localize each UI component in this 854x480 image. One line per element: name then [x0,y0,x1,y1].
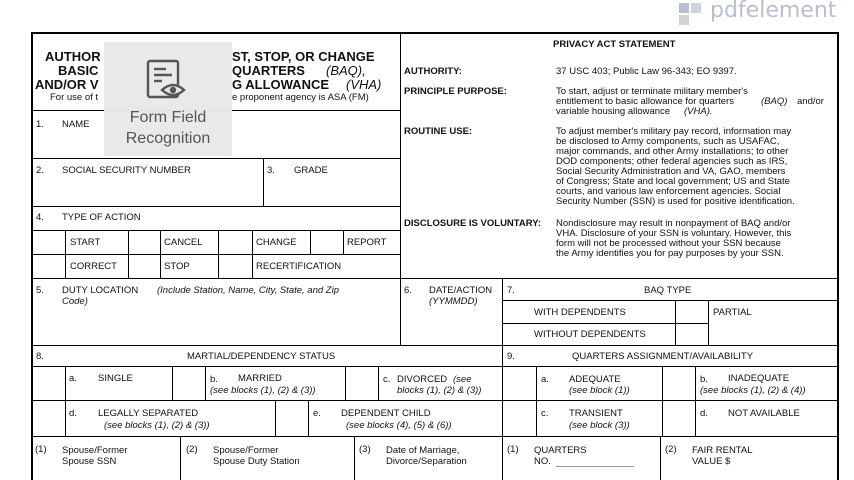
quarters-no-num: (1) [507,444,519,455]
divider [252,230,253,278]
divider [65,400,66,436]
divorced-checkbox[interactable] [346,367,378,399]
baq-num: 7. [507,285,515,296]
divider [65,366,66,400]
change-label: CHANGE [256,237,297,248]
with-dependents-checkbox[interactable] [676,301,708,323]
duty-hint-2: Code) [62,296,88,307]
legally-separated-letter: d. [69,408,77,419]
form-title-2c: (BAQ), [326,63,366,78]
divider [378,366,379,400]
married-label: MARRIED [238,373,282,384]
divider [205,366,206,400]
routine-line-3: major commands, and other Army installations; to other [556,146,789,157]
single-checkbox[interactable] [33,367,65,399]
dependent-child-letter: e. [313,408,321,419]
date-action-field[interactable] [401,308,501,344]
not-available-checkbox[interactable] [663,401,695,435]
divider [32,230,400,231]
duty-label: DUTY LOCATION [62,285,139,296]
form-subtitle-a: For use of t [50,92,99,103]
divider [536,366,537,436]
divider [32,206,400,207]
divider [308,400,309,436]
legally-separated-checkbox[interactable] [33,401,65,435]
authority-text: 37 USC 403; Public Law 96-343; EO 9397. [556,66,737,77]
dependent-child-hint: (see blocks (4), (5) & (6)) [346,420,452,431]
fair-rental-num: (2) [665,444,677,455]
routine-label: ROUTINE USE: [404,126,473,137]
form-field-recognition-button[interactable] [104,42,232,156]
quarters-no-label-2: NO. [534,456,551,467]
change-checkbox[interactable] [219,231,252,253]
spouse-ssn-field[interactable] [33,467,179,479]
recertification-label: RECERTIFICATION [256,261,342,272]
grade-num: 3. [267,165,275,176]
privacy-heading: PRIVACY ACT STATEMENT [553,39,676,50]
divider [32,158,400,159]
spouse-duty-station-field[interactable] [181,467,353,479]
inadequate-hint: (see blocks (1), (2) & (4)) [700,385,806,396]
correct-label: CORRECT [70,261,117,272]
transient-hint: (see block (3)) [569,420,630,431]
divider [65,230,66,278]
form-title-3b: G ALLOWANCE [232,77,330,92]
married-checkbox[interactable] [173,367,205,399]
divider [32,254,400,255]
authority-label: AUTHORITY: [404,66,462,77]
pdfelement-logo-text: pdfelement [710,0,837,23]
spouse-ssn-label-1: Spouse/Former [62,445,128,456]
recertification-checkbox[interactable] [219,255,252,277]
transient-label: TRANSIENT [569,408,623,419]
divider [32,366,838,367]
disclosure-line-2: VHA. Disclosure of your SSN is voluntary. However, this [556,228,792,239]
overlay-label-1: Form Field [129,109,207,126]
quarters-num: 9. [507,351,515,362]
divider [32,345,838,346]
divider [502,300,838,301]
spouse-station-num: (2) [186,444,198,455]
dependent-child-label: DEPENDENT CHILD [341,408,431,419]
quarters-no-field[interactable] [556,455,636,467]
spouse-ssn-num: (1) [35,444,47,455]
report-checkbox[interactable] [311,231,343,253]
name-label: NAME [62,119,90,130]
form-title-3a: AND/OR V [35,77,99,92]
ssn-num: 2. [36,165,44,176]
divorced-hint-2: blocks (1), (2) & (3)) [397,385,482,396]
purpose-line-2b: (BAQ) [761,96,788,107]
disclosure-line-1: Nondisclosure may result in nonpayment of BAQ and/or [556,218,791,229]
purpose-line-3b: (VHA). [684,106,713,117]
cancel-checkbox[interactable] [129,231,160,253]
divider [32,278,838,279]
action-label: TYPE OF ACTION [62,212,141,223]
without-dependents-label: WITHOUT DEPENDENTS [534,329,646,340]
form-title-3c: (VHA) [346,77,382,92]
inadequate-checkbox[interactable] [663,367,695,399]
divorced-letter: c. [383,374,391,385]
purpose-line-2: entitlement to basic allowance for quarters [556,96,734,107]
disclosure-line-3: form will not be processed without your SSN because [556,238,781,249]
form-title-1b: ST, STOP, OR CHANGE [232,49,375,64]
grade-field[interactable] [264,178,399,205]
married-letter: b. [210,374,218,385]
spouse-station-label-2: Spouse Duty Station [213,456,300,467]
routine-line-6: of Congress; State and local government; US and State [556,176,790,187]
divider [695,366,696,436]
marital-num: 8. [36,351,44,362]
inadequate-label: INADEQUATE [728,373,790,384]
baq-label: BAQ TYPE [644,285,692,296]
with-dependents-label: WITH DEPENDENTS [534,307,626,318]
fair-rental-value-field[interactable] [740,455,836,467]
marriage-date-label-1: Date of Marriage, [386,445,460,456]
disclosure-line-4: the Army identifies you for pay purposes by your SSN. [556,248,784,259]
not-available-label: NOT AVAILABLE [728,408,800,419]
legally-separated-label: LEGALLY SEPARATED [98,408,199,419]
cancel-label: CANCEL [164,237,203,248]
routine-line-1: To adjust member's military pay record, information may [556,126,792,137]
fair-rental-label-1: FAIR RENTAL [692,445,753,456]
form-title-2b: QUARTERS [232,63,305,78]
form-title-2a: BASIC [58,63,99,78]
correct-checkbox[interactable] [33,255,65,277]
single-letter: a. [69,373,77,384]
routine-line-8: Security Number (SSN) is used for positive identification. [556,196,795,207]
adequate-label: ADEQUATE [569,374,621,385]
start-checkbox[interactable] [33,231,65,253]
purpose-line-2c: and/or [797,96,824,107]
form-title-1a: AUTHOR [45,49,101,64]
purpose-line-3: variable housing allowance [556,106,671,117]
marriage-date-num: (3) [359,444,371,455]
stop-checkbox[interactable] [129,255,160,277]
adequate-hint: (see block (1)) [569,385,630,396]
inadequate-letter: b. [700,374,708,385]
marital-label: MARTIAL/DEPENDENCY STATUS [187,351,336,362]
divorced-hint-1: (see [453,374,472,385]
purpose-line-1: To start, adjust or terminate military member's [556,86,748,97]
form-recognition-icon [146,59,190,103]
adequate-letter: a. [541,374,549,385]
partial-label: PARTIAL [713,307,752,318]
grade-label: GRADE [294,165,328,176]
married-hint: (see blocks (1), (2) & (3)) [210,385,316,396]
divorced-label: DIVORCED [397,374,448,385]
routine-line-7: courts, and various law enforcement agencies. Social [556,186,781,197]
single-label: SINGLE [98,373,133,384]
divider [400,33,401,283]
transient-checkbox[interactable] [503,401,536,435]
disclosure-label: DISCLOSURE IS VOLUNTARY: [404,218,542,229]
legally-separated-hint: (see blocks (1), (2) & (3)) [104,420,210,431]
start-label: START [70,237,101,248]
purpose-label: PRINCIPLE PURPOSE: [404,86,507,97]
without-dependents-checkbox[interactable] [676,324,708,345]
report-label: REPORT [347,237,387,248]
transient-letter: c. [541,408,549,419]
spouse-ssn-label-2: Spouse SSN [62,456,117,467]
duty-num: 5. [36,285,44,296]
stop-label: STOP [164,261,190,272]
divider [160,230,161,278]
divider [32,436,838,437]
date-label: DATE/ACTION [429,285,493,296]
not-available-letter: d. [700,408,708,419]
quarters-label: QUARTERS ASSIGNMENT/AVAILABILITY [572,351,754,362]
divider [660,436,661,480]
ssn-field[interactable] [33,178,262,205]
fair-rental-label-2: VALUE $ [692,456,731,467]
name-num: 1. [36,119,44,130]
pdfelement-logo-icon [678,2,704,26]
divider [32,400,838,401]
routine-line-4: DOD components; other federal agencies such as IRS, [556,156,788,167]
marriage-date-field[interactable] [355,467,501,479]
adequate-checkbox[interactable] [503,367,536,399]
dependent-child-checkbox[interactable] [276,401,308,435]
divider [502,278,503,345]
routine-line-5: Social Security Administration and VA, GAO, members [556,166,786,177]
divider [502,436,503,480]
overlay-label-2: Recognition [125,130,211,147]
partial-field[interactable] [709,318,837,344]
marriage-date-label-2: Divorce/Separation [386,456,467,467]
date-num: 6. [404,285,412,296]
duty-location-field[interactable] [33,308,399,344]
divider [343,230,344,254]
date-hint: (YYMMDD) [429,296,478,307]
form-subtitle-b: e proponent agency is ASA (FM) [232,92,369,103]
duty-hint: (Include Station, Name, City, State, and Zip [157,285,339,296]
routine-line-2: be disclosed to Army components, such as USAFAC, [556,136,780,147]
ssn-label: SOCIAL SECURITY NUMBER [62,165,191,176]
action-num: 4. [36,212,44,223]
spouse-station-label-1: Spouse/Former [213,445,279,456]
quarters-no-label-1: QUARTERS [534,445,587,456]
